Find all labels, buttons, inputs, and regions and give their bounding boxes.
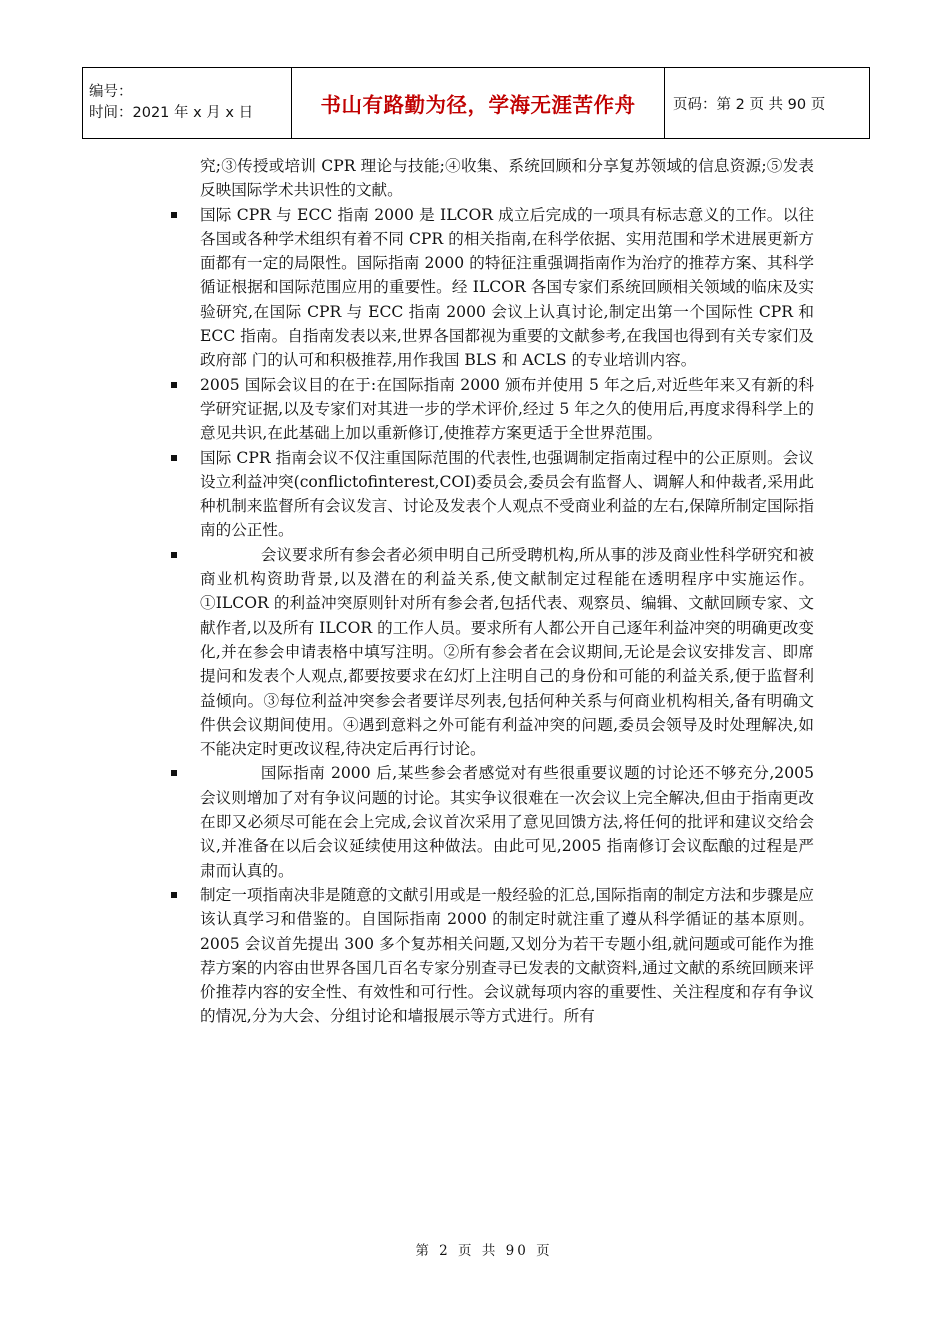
- list-item: [174, 373, 814, 446]
- page-footer: 第 2 页 共 90 页: [415, 1243, 553, 1259]
- square-bullet-icon: [171, 382, 177, 388]
- header-table: [82, 67, 870, 139]
- list-item: [174, 883, 814, 1029]
- list-item: [174, 203, 814, 373]
- header-meta: [83, 68, 292, 139]
- document-number-label: 编号：: [89, 84, 133, 100]
- document-date: 时间：2021 年 x 月 x 日: [89, 105, 254, 121]
- square-bullet-icon: [171, 770, 177, 776]
- square-bullet-icon: [171, 455, 177, 461]
- document-body: [174, 154, 814, 1029]
- header-motto: 书山有路勤为径，学海无涯苦作舟: [292, 68, 665, 139]
- paragraph-conflict-of-interest: 会议要求所有参会者必须申明自己所受聘机构,所从事的涉及商业性科学研究和被商业机构资助背景,以及潜在的利益关系,使文献制定过程能在透明程序中实施运作。①ILCOR 的利益冲突原则针对所有参会者,包括代表、观察员、编辑、文献回顾专家、文献作者,以及所有 ILCOR 的工作人员。要求所有人都公开自己逐年利益冲突的明确更改变化,并在参会申请表格中填写注明。②所有参会者在会议期间,无论是会议安排发言、即席提问和发表个人观点,都要按要求在幻灯上注明自己的身份和可能的利益关系,便于监督利益倾向。③每位利益冲突参会者要详尽列表,包括何种关系与何商业机构相关,备有明确文件供会议期间使用。④遇到意料之外可能有利益冲突的问题,委员会领导及时处理解决,如不能决定时更改议程,待决定后再行讨论。: [200, 545, 814, 759]
- square-bullet-icon: [171, 552, 177, 558]
- paragraph-2005-purpose: 2005 国际会议目的在于:在国际指南 2000 颁布并使用 5 年之后,对近些年来又有新的科学研究证据,以及专家们对其进一步的学术评价,经过 5 年之久的使用后,再度求得科学上的意见共识,在此基础上加以重新修订,使推荐方案更适于全世界范围。: [200, 375, 814, 443]
- list-item: [174, 761, 814, 882]
- paragraph-guideline-2000: 国际 CPR 与 ECC 指南 2000 是 ILCOR 成立后完成的一项具有标志意义的工作。以往各国或各种学术组织有着不同 CPR 的相关指南,在科学依据、实用范围和学术进展更新方面都有一定的局限性。国际指南 2000 的特征注重强调指南作为治疗的推荐方案、其科学循证根据和国际范围应用的重要性。经 ILCOR 各国专家们系统回顾相关领域的临床及实验研究,在国际 CPR 与 ECC 指南 2000 会议上认真讨论,制定出第一个国际性 CPR 和 ECC 指南。自指南发表以来,世界各国都视为重要的文献参考,在我国也得到有关专家们及政府部 门的认可和积极推荐,用作我国 BLS 和 ACLS 的专业培训内容。: [200, 205, 814, 370]
- list-item: [174, 446, 814, 543]
- list-item: [174, 543, 814, 762]
- square-bullet-icon: [171, 892, 177, 898]
- paragraph-fairness: 国际 CPR 指南会议不仅注重国际范围的代表性,也强调制定指南过程中的公正原则。会议设立利益冲突(conflictofinterest,COI)委员会,委员会有监督人、调解人和仲裁者,采用此种机制来监督所有会议发言、讨论及发表个人观点不受商业利益的左右,保障所制定国际指南的公正性。: [200, 448, 814, 540]
- square-bullet-icon: [171, 212, 177, 218]
- paragraph-methodology: 制定一项指南决非是随意的文献引用或是一般经验的汇总,国际指南的制定方法和步骤是应该认真学习和借鉴的。自国际指南 2000 的制定时就注重了遵从科学循证的基本原则。2005 会议首先提出 300 多个复苏相关问题,又划分为若干专题小组,就问题或可能作为推荐方案的内容由世界各国几百名专家分别查寻已发表的文献资料,通过文献的系统回顾来评价推荐内容的安全性、有效性和可行性。会议就每项内容的重要性、关注程度和存有争议的情况,分为大会、分组讨论和墙报展示等方式进行。所有: [200, 885, 814, 1026]
- continuation-paragraph: 究;③传授或培训 CPR 理论与技能;④收集、系统回顾和分享复苏领域的信息资源;⑤发表反映国际学术共识性的文献。: [200, 157, 814, 200]
- header-page-info: 页码：第 2 页 共 90 页: [665, 68, 870, 139]
- paragraph-controversy: 国际指南 2000 后,某些参会者感觉对有些很重要议题的讨论还不够充分,2005 会议则增加了对有争议问题的讨论。其实争议很难在一次会议上完全解决,但由于指南更改在即又必须尽可能在会上完成,会议首次采用了意见回馈方法,将任何的批评和建议交给会议,并准备在以后会议延续使用这种做法。由此可见,2005 指南修订会议酝酿的过程是严肃而认真的。: [200, 764, 814, 880]
